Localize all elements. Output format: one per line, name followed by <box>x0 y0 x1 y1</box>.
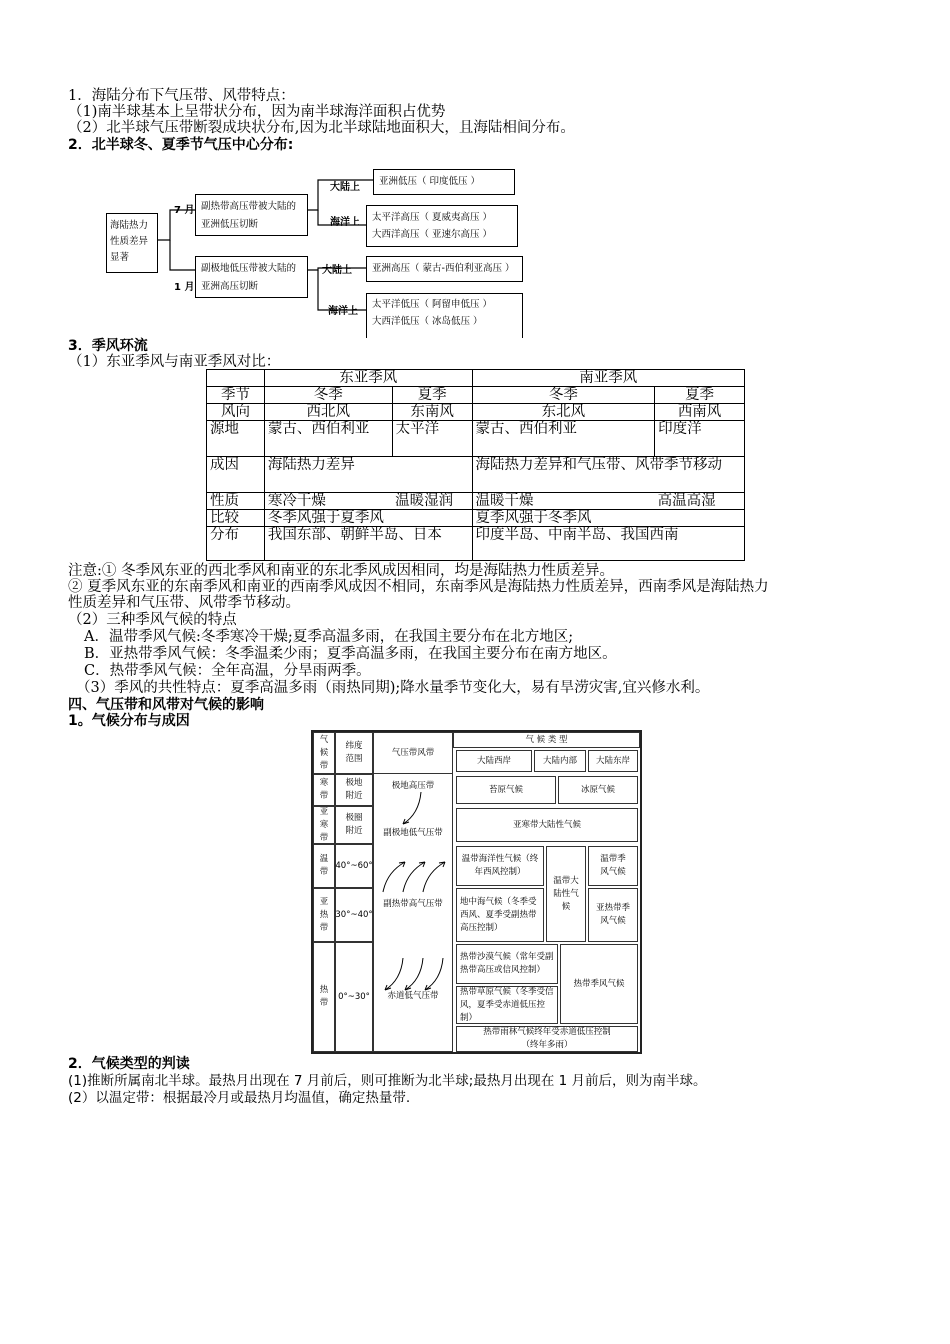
note-2a: ② 夏季风东亚的东南季风和南亚的西南季风成因不相同，东南季风是海陆热力性质差异，西南季风是海陆热力 <box>68 579 769 595</box>
table-cell: 东北风 <box>472 404 655 421</box>
lat-polar: 极地附近 <box>335 774 373 806</box>
table-cell: 印度洋 <box>655 421 745 457</box>
pressure-diagram <box>0 0 950 340</box>
note-c: C．热带季风气候：全年高温，分旱雨两季。 <box>84 663 371 679</box>
temp-monsoon: 温带季风气候 <box>588 846 638 886</box>
table-row <box>207 527 745 561</box>
table-cell: 西北风 <box>264 404 392 421</box>
sec5-title: 2．气候类型的判读 <box>68 1056 190 1072</box>
july-label: 7 月 <box>174 205 195 216</box>
sec1-p2: （2）北半球气压带断裂成块状分布,因为北半球陆地面积大，且海陆相间分布。 <box>68 120 575 136</box>
h-inner: 大陆内部 <box>534 750 586 772</box>
mediterranean: 地中海气候（冬季受西风、夏季受副热带高压控制） <box>456 888 544 942</box>
table-cell: 夏季 <box>392 387 472 404</box>
monsoon-table <box>206 369 745 561</box>
july-land-label: 大陆上 <box>330 182 360 193</box>
table-cell: 温暖干燥 <box>472 493 655 510</box>
table-cell: 我国东部、朝鲜半岛、日本 <box>264 527 472 561</box>
table-cell: 冬季 <box>472 387 655 404</box>
july-ocean-1: 太平洋高压（ 夏威夷高压 ） <box>372 212 493 223</box>
table-cell: 海陆热力差异和气压带、风带季节移动 <box>472 457 744 493</box>
table-cell: 海陆热力差异 <box>264 457 472 493</box>
h-type: 气 候 类 型 <box>453 732 640 748</box>
lat-0-30: 0°~30° <box>335 942 373 1052</box>
table-row <box>207 387 745 404</box>
sec2-title: 2．北半球冬、夏季节气压中心分布: <box>68 137 294 153</box>
note-2b: 性质差异和气压带、风带季节移动。 <box>68 595 300 611</box>
h-east: 大陆东岸 <box>588 750 638 772</box>
sec5-p2: (2）以温定带：根据最冷月或最热月均温值，确定热量带. <box>68 1090 411 1106</box>
z-cold: 寒带 <box>313 774 335 806</box>
z-temp: 温带 <box>313 844 335 888</box>
table-row <box>207 457 745 493</box>
table-cell: 东亚季风 <box>264 370 472 387</box>
jan-ocean-label: 海洋上 <box>328 306 358 317</box>
july-land-box: 亚洲低压（ 印度低压 ） <box>373 169 515 195</box>
note-s2: （2）三种季风气候的特点 <box>68 612 237 628</box>
table-cell: 成因 <box>207 457 265 493</box>
table-cell: 冬季 <box>264 387 392 404</box>
table-cell: 夏季风强于冬季风 <box>472 510 744 527</box>
jan-land-box: 亚洲高压（ 蒙古-西伯利亚高压 ） <box>366 256 523 282</box>
temp-continental: 温带大陆性气候 <box>546 846 586 942</box>
table-cell: 西南风 <box>655 404 745 421</box>
table-cell: 蒙古、西伯利亚 <box>472 421 655 457</box>
note-a: A．温带季风气候:冬季寒冷干燥;夏季高温多雨，在我国主要分布在北方地区; <box>84 629 574 645</box>
note-1: 注意:① 冬季风东亚的西北季风和南亚的东北季风成因相同，均是海陆热力性质差异。 <box>68 563 614 579</box>
table-cell: 南亚季风 <box>472 370 744 387</box>
table-cell: 冬季风强于夏季风 <box>264 510 472 527</box>
table-cell: 蒙古、西伯利亚 <box>264 421 392 457</box>
table-cell: 印度半岛、中南半岛、我国西南 <box>472 527 744 561</box>
jan-ocean-1: 太平洋低压（ 阿留申低压 ） <box>372 299 493 310</box>
subtrop-monsoon: 亚热带季风气候 <box>588 888 638 942</box>
sec3-title: 3．季风环流 <box>68 338 148 354</box>
sec4-title: 四、气压带和风带对气候的影响 <box>68 697 264 713</box>
sec1-p1: （1)南半球基本上呈带状分布，因为南半球海洋面积占优势 <box>68 104 446 120</box>
jan-ocean-2: 大西洋低压（ 冰岛低压 ） <box>372 316 483 327</box>
table-row <box>207 421 745 457</box>
table-cell: 性质 <box>207 493 265 510</box>
note-s3: （3）季风的共性特点：夏季高温多雨（雨热同期);降水量季节变化大，易有旱涝灾害,宜兴修水利。 <box>76 680 710 696</box>
jan-ocean-box <box>366 293 523 338</box>
table-row <box>207 493 745 510</box>
table-cell: 季节 <box>207 387 265 404</box>
lat-40-60: 40°~60° <box>335 844 373 888</box>
july-ocean-label: 海洋上 <box>330 217 360 228</box>
table-row <box>207 404 745 421</box>
july-ocean-box <box>366 205 518 247</box>
july-box: 副热带高压带被大陆的亚洲低压切断 <box>195 194 308 236</box>
table-row <box>207 370 745 387</box>
table-cell <box>207 370 265 387</box>
table-cell: 高温高湿 <box>655 493 745 510</box>
trop-monsoon: 热带季风气候 <box>560 944 638 1024</box>
maritime: 温带海洋性气候（终年西风控制） <box>456 846 544 886</box>
subtrop-high: 副热带高气压带 <box>383 898 443 909</box>
subpolar-low: 副极地低气压带 <box>383 828 443 838</box>
jan-land-label: 大陆上 <box>322 265 352 276</box>
note-b: B．亚热带季风气候：冬季温柔少雨；夏季高温多雨，在我国主要分布在南方地区。 <box>84 646 617 662</box>
sec5-p1: (1)推断所属南北半球。最热月出现在 7 月前后，则可推断为北半球;最热月出现在 1 月前后，则为南半球。 <box>68 1073 707 1089</box>
wind-arrows <box>373 732 453 1052</box>
jan-label: 1 月 <box>174 282 195 293</box>
h-west: 大陆西岸 <box>456 750 532 772</box>
lat-30-40: 30°~40° <box>335 888 373 942</box>
h-zone: 气候带 <box>313 732 335 774</box>
table-cell: 风向 <box>207 404 265 421</box>
z-subtrop: 亚热带 <box>313 888 335 942</box>
h-press: 气压带风带 <box>373 732 453 774</box>
eq-low: 赤道低气压带 <box>387 990 439 1001</box>
climate-diagram <box>311 730 642 1054</box>
desert: 热带沙漠气候（常年受副热带高压或信风控制） <box>456 944 558 984</box>
tundra: 苔原气候 <box>456 776 556 804</box>
table-cell: 比较 <box>207 510 265 527</box>
z-subcold: 亚寒带 <box>313 806 335 844</box>
jan-box: 副极地低压带被大陆的亚洲高压切断 <box>195 256 308 298</box>
subarctic: 亚寒带大陆性气候 <box>456 808 638 842</box>
h-lat: 纬度范围 <box>335 732 373 774</box>
ice: 冰原气候 <box>558 776 638 804</box>
rainforest: 热带雨林气候终年受赤道低压控制（终年多雨） <box>456 1026 638 1052</box>
table-row <box>207 510 745 527</box>
sec4-sub: 1。气候分布与成因 <box>68 713 190 729</box>
table-cell: 温暖湿润 <box>392 493 472 510</box>
table-cell: 东南风 <box>392 404 472 421</box>
savanna: 热带草原气候（冬季受信风，夏季受赤道低压控制） <box>456 986 558 1024</box>
table-cell: 源地 <box>207 421 265 457</box>
polar-high: 极地高压带 <box>391 781 435 791</box>
july-ocean-2: 大西洋高压（ 亚速尔高压 ） <box>372 229 493 240</box>
z-trop: 热带 <box>313 942 335 1052</box>
table-cell: 夏季 <box>655 387 745 404</box>
sec1-title: 1．海陆分布下气压带、风带特点： <box>68 88 295 104</box>
diagram-root: 海陆热力性质差异显著 <box>106 213 158 273</box>
table-cell: 太平洋 <box>392 421 472 457</box>
table-cell: 分布 <box>207 527 265 561</box>
sec3-sub: （1）东亚季风与南亚季风对比： <box>68 354 281 370</box>
lat-circle: 极圈附近 <box>335 806 373 844</box>
table-cell: 寒冷干燥 <box>264 493 392 510</box>
